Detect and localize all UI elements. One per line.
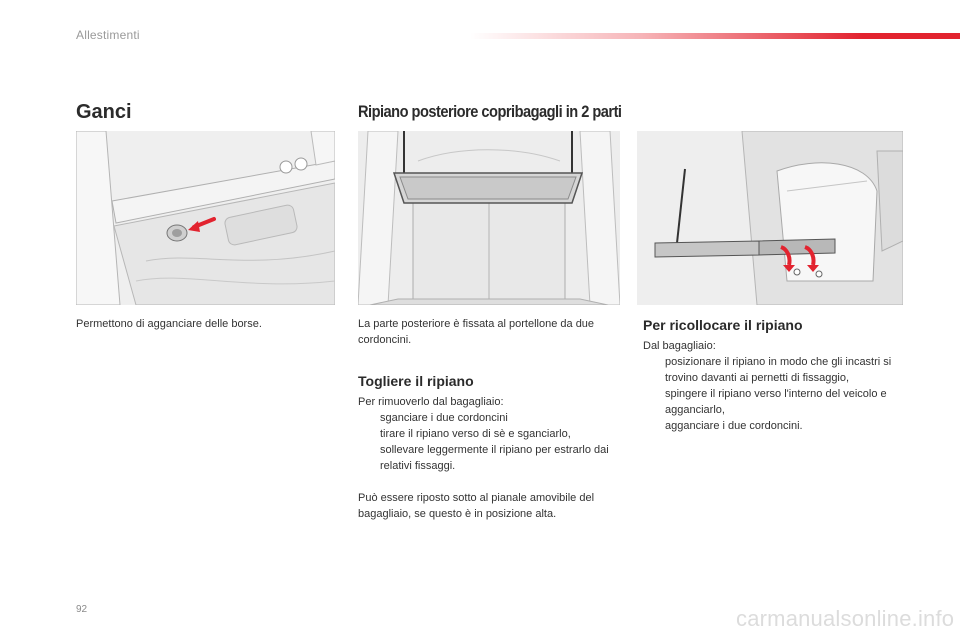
reposition-shelf-steps bbox=[643, 354, 893, 434]
header-accent-bar bbox=[470, 33, 960, 39]
remove-shelf-note: Può essere riposto sotto al pianale amovibile del bagagliaio, se questo è in posizione alta. bbox=[358, 492, 595, 520]
section-label: Allestimenti bbox=[76, 28, 140, 42]
arrow-icon bbox=[184, 215, 216, 237]
list-item: tirare il ripiano verso di sè e sganciarlo, bbox=[380, 428, 571, 440]
reposition-shelf-heading: Per ricollocare il ripiano bbox=[643, 317, 803, 333]
watermark: carmanualsonline.info bbox=[736, 606, 955, 631]
list-item: agganciare i due cordoncini. bbox=[665, 420, 803, 432]
page-number: 92 bbox=[76, 604, 88, 615]
arrow-icon bbox=[775, 243, 835, 273]
remove-shelf-lead: Per rimuoverlo dal bagagliaio: bbox=[358, 396, 504, 408]
reposition-shelf-lead: Dal bagagliaio: bbox=[643, 340, 716, 352]
remove-shelf-steps bbox=[358, 410, 624, 474]
hooks-illustration bbox=[76, 131, 335, 305]
reposition-shelf-illustration bbox=[637, 131, 903, 305]
list-item: posizionare il ripiano in modo che gli incastri si trovino davanti ai pernetti di fissaggio, bbox=[665, 356, 892, 384]
hooks-title: Ganci bbox=[76, 101, 132, 123]
shelf-title: Ripiano posteriore copribagagli in 2 parti bbox=[358, 102, 622, 121]
remove-shelf-heading: Togliere il ripiano bbox=[358, 373, 474, 389]
list-item: spingere il ripiano verso l'interno del veicolo e agganciarlo, bbox=[665, 388, 887, 416]
shelf-intro: La parte posteriore è fissata al portellone da due cordoncini. bbox=[358, 318, 595, 346]
list-item: sollevare leggermente il ripiano per estrarlo dai relativi fissaggi. bbox=[380, 444, 609, 472]
hooks-caption: Permettono di agganciare delle borse. bbox=[76, 318, 262, 330]
list-item: sganciare i due cordoncini bbox=[380, 412, 508, 424]
rear-shelf-illustration bbox=[358, 131, 620, 305]
